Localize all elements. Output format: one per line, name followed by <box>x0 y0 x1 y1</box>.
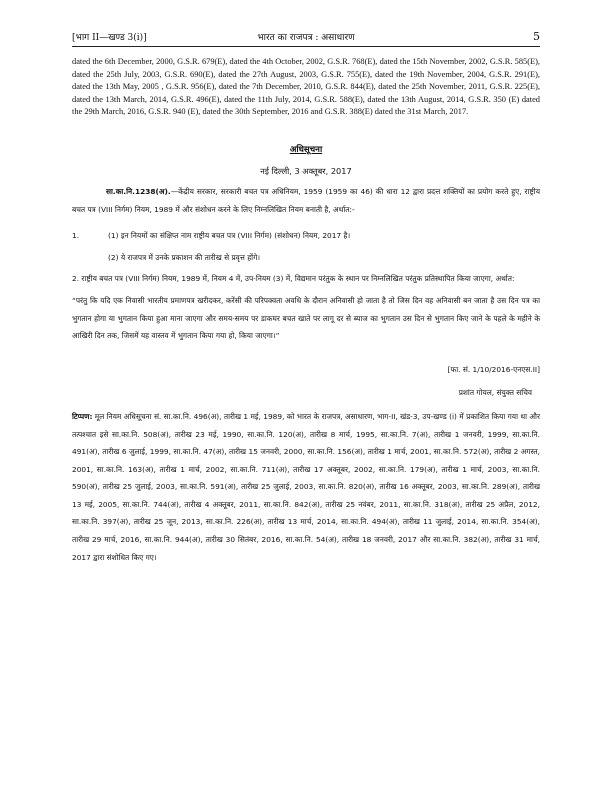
note-label: टिप्पण: <box>72 411 93 421</box>
rule-2: 2. राष्ट्रीय बचत पत्र (VIII निर्गम) नियम, 1989 में, नियम 4 में, उप-नियम (3) में, विद्यमान परंतुक के स्थान पर निम्नलिखित परंतुक प्रतिस्थापित किया जाएगा, अर्थात: <box>72 274 515 284</box>
footnote-paragraph <box>72 408 540 566</box>
notification-heading: अधिसूचना <box>289 144 323 155</box>
preamble-text: —केंद्रीय सरकार, सरकारी बचत पत्र अधिनियम, 1959 (1959 का 46) की धारा 12 द्वारा प्रदत्त शक्तियों का प्रयोग करते हुए, राष्ट्रीय बचत पत्र (VIII निर्गम) नियम, 1989 में और संशोधन करने के लिए निम्नलिखित नियम बनाती है, अर्थात:- <box>72 186 540 214</box>
page-header <box>72 30 540 47</box>
signatory: प्रशांत गोयल, संयुक्त सचिव <box>458 388 532 398</box>
rule-1 <box>72 227 540 245</box>
header-gazette-title: भारत का राजपत्र : असाधारण <box>257 33 355 43</box>
rule-1-clause-1: (1) इन नियमों का संक्षिप्त नाम राष्ट्रीय बचत पत्र (VIII निर्गम) (संशोधन) नियम, 2017 है। <box>108 231 351 241</box>
rule-1-clause-2: (2) ये राजपत्र में उनके प्रकाशन की तारीख से प्रवृत्त होंगे। <box>108 252 261 262</box>
note-text: मूल नियम अधिसूचना सं. सा.का.नि. 496(अ), तारीख 1 मई, 1989, को भारत के राजपत्र, असाधारण, भाग-II, खंड-3, उप-खण्ड (i) में प्रकाशित किया गया था और तत्पश्चात इसे सा.का.नि. 508(अ), तारीख 23 मई, 1990, सा.का.नि. 120(अ), तारीख 8 मार्च, 1995, सा.का.नि. 7(अ), तारीख 1 जनवरी, 1999, सा.का.नि. 491(अ), तारीख 6 जुलाई, 1999, सा.का.नि. 47(अ), तारीख 15 जनवरी, 2000, सा.का.नि. 156(अ), तारीख 1 मार्च, 2001, सा.का.नि. 572(अ), तारीख 2 अगस्त, 2001, सा.का.नि. 163(अ), तारीख 1 मार्च, 2002, सा.का.नि. 711(अ), तारीख 17 अक्तूबर, 2002, सा.का.नि. 179(अ), तारीख 1 मार्च, 2003, सा.का.नि. 590(अ), तारीख 25 जुलाई, 2003, सा.का.नि. 591(अ), तारीख 25 जुलाई, 2003, सा.का.नि. 820(अ), तारीख 16 अक्तूबर, 2003, सा.का.नि. 289(अ), तारीख 13 मई, 2005, सा.का.नि. 744(अ), तारीख 4 अक्तूबर, 2011, सा.का.नि. 842(अ), तारीख 25 नवंबर, 2011, सा.का.नि. 318(अ), तारीख 25 अप्रैल, 2012, सा.का.नि. 397(अ), तारीख 25 जून, 2013, सा.का.नि. 226(अ), तारीख 13 मार्च, 2014, सा.का.नि. 494(अ), तारीख 11 जुलाई, 2014, सा.का.नि. 354(अ), तारीख 29 मार्च, 2016, सा.का.नि. 944(अ), तारीख 30 सितंबर, 2016, सा.का.नि. 54(अ), तारीख 18 जनवरी, 2017 और सा.का.नि. 382(अ), तारीख 31 मार्च, 2017 द्वारा संशोधित किए गए। <box>72 411 540 562</box>
rule-1-number: 1. <box>72 231 80 241</box>
file-reference: [फा. सं. 1/10/2016-एनएस.II] <box>447 364 540 374</box>
header-part-section: [भाग II—खण्ड 3(i)] <box>72 33 147 43</box>
gsr-number: सा.का.नि.1238(अ). <box>106 186 171 196</box>
preamble-paragraph <box>72 183 540 218</box>
page-number: 5 <box>533 30 540 43</box>
intro-paragraph: dated the 6th December, 2000, G.S.R. 679(E), dated the 4th October, 2002, G.S.R. 768(E), dated the 15th November, 2002, G.S.R. 585(E), dated the 25th July, 2003, G.S.R. 690(E), dated the 27th August, 2003, G.S.R. 755(E), dated the 19th November, 2004, G.S.R. 291(E), dated the 13th May, 2005 , G.S.R. 956(E), dated the 7th December, 2010, G.S.R. 844(E), dated the 25th November, 2011, G.S.R. 225(E), dated the 13th March, 2014, G.S.R. 496(E), dated the 11th July, 2014, G.S.R. 588(E), dated the 13th August, 2014, G.S.R. 350 (E) dated the 29th March, 2016, G.S.R. 940 (E), dated the 30th September, 2016 and G.S.R. 388(E) dated the 31st March, 2017. <box>72 57 540 117</box>
proviso-text: “परंतु कि यदि एक निवासी भारतीय प्रमाणपत्र खरीदकर, करेंसी की परिपक्वता अवधि के दौरान अनिवासी हो जाता है तो जिस दिन वह अनिवासी बन जाता है उस दिन पत्र का भुगतान होगा या भुगतान किया हुआ माना जाएगा और समय-समय पर डाकघर बचत खाते पर लागू दर से ब्याज का भुगतान उस दिन से भुगतान किए जाने के पहले के महीने के आखिरी दिन तक, जिसमें यह वास्तव में भुगतान किया गया हो, किया जाएगा।” <box>72 295 540 341</box>
notification-dateline: नई दिल्ली, 3 अक्तूबर, 2017 <box>260 165 352 176</box>
gazette-page <box>72 30 540 566</box>
